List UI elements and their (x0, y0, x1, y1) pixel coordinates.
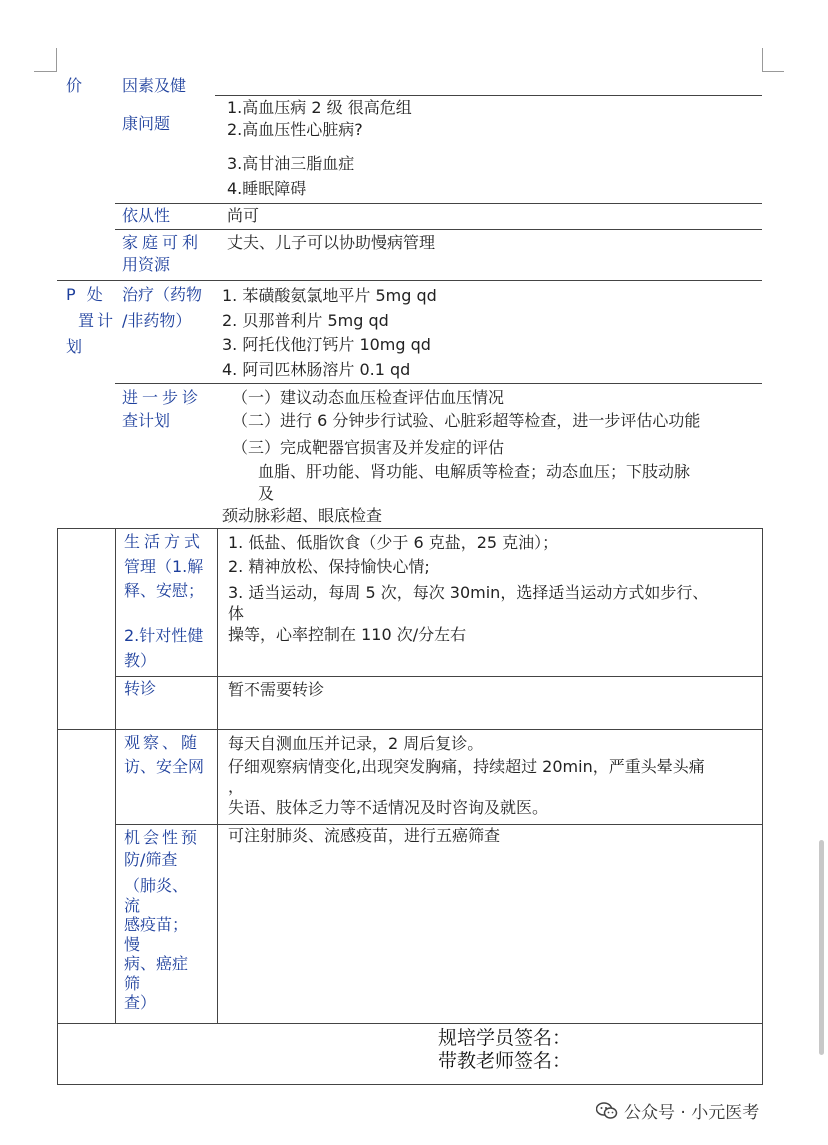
crop-mark (34, 71, 56, 72)
prevention-label: 慢 (124, 935, 141, 954)
treatment-label: 治疗（药物 (122, 285, 203, 304)
followup-item: 仔细观察病情变化,出现突发胸痛，持续超过 20min，严重头晕头痛 (228, 757, 705, 776)
table-line (57, 528, 58, 1085)
crop-mark (762, 48, 763, 72)
family-resources-label: 用资源 (122, 255, 171, 274)
table-line (57, 729, 762, 730)
further-exam-item: （三）完成靶器官损害及并发症的评估 (232, 438, 505, 457)
prevention-label: 流 (124, 896, 141, 915)
health-problem-item: 1.高血压病 2 级 很高危组 (227, 98, 412, 117)
compliance-value: 尚可 (227, 206, 260, 225)
health-problem-item: 3.高甘油三脂血症 (227, 154, 355, 173)
wechat-icon (596, 1102, 618, 1120)
crop-mark (762, 71, 784, 72)
followup-item: 失语、肢体乏力等不适情况及时咨询及就医。 (228, 798, 549, 817)
table-line (115, 676, 762, 677)
compliance-label: 依从性 (122, 206, 171, 225)
prevention-label: （肺炎、 (124, 876, 189, 895)
table-line (215, 95, 762, 96)
lifestyle-item: 2. 精神放松、保持愉快心情; (228, 557, 430, 576)
prevention-label: 查） (124, 993, 157, 1012)
followup-label: 访、安全网 (124, 757, 205, 776)
prevention-label: 筛 (124, 974, 141, 993)
referral-value: 暂不需要转诊 (228, 680, 325, 699)
table-line (217, 528, 218, 1023)
lifestyle-item: 操等，心率控制在 110 次/分左右 (228, 625, 467, 644)
table-line (115, 383, 762, 384)
lifestyle-label: 2.针对性健 (124, 626, 204, 645)
further-exam-detail: 颈动脉彩超、眼底检查 (222, 506, 383, 525)
crop-mark (56, 48, 57, 72)
prevention-label: 防/筛查 (124, 850, 178, 869)
health-problem-item: 4.睡眠障碍 (227, 179, 307, 198)
table-line (57, 1084, 762, 1085)
section-p-col1: 划 (66, 337, 83, 356)
treatment-label: /非药物） (122, 311, 192, 330)
table-line (115, 203, 762, 204)
table-line (57, 528, 762, 529)
followup-item: ， (228, 777, 245, 796)
followup-label: 观察、随 (124, 733, 201, 752)
family-resources-label: 家庭可利 (122, 233, 203, 252)
section-p-col1: P 处 (66, 285, 106, 304)
section-a-col1: 价 (66, 76, 83, 95)
lifestyle-label: 管理（1.解 (124, 557, 204, 576)
further-exam-detail: 及 (258, 484, 275, 503)
lifestyle-item: 1. 低盐、低脂饮食（少于 6 克盐，25 克油）； (228, 533, 559, 552)
prevention-label: 病、癌症 (124, 954, 189, 973)
further-exam-item: （一）建议动态血压检查评估血压情况 (232, 388, 505, 407)
prevention-label: 机会性预 (124, 828, 201, 847)
health-problem-item: 2.高血压性心脏病? (227, 120, 363, 139)
table-line (57, 1023, 762, 1024)
referral-label: 转诊 (124, 679, 157, 698)
table-line (115, 528, 116, 1023)
table-line (57, 280, 762, 281)
health-problems-label: 康问题 (122, 114, 171, 133)
teacher-signature: 带教老师签名： (438, 1050, 572, 1072)
lifestyle-label: 生活方式 (124, 532, 205, 551)
scrollbar[interactable] (819, 840, 824, 1055)
further-exam-label: 进一步诊 (122, 388, 203, 407)
health-problems-label: 因素及健 (122, 76, 187, 95)
further-exam-detail: 血脂、肝功能、肾功能、电解质等检查；动态血压；下肢动脉 (258, 462, 691, 481)
watermark (596, 1098, 759, 1123)
medication-item: 2. 贝那普利片 5mg qd (222, 311, 389, 330)
medication-item: 4. 阿司匹林肠溶片 0.1 qd (222, 360, 411, 379)
lifestyle-item: 3. 适当运动，每周 5 次，每次 30min，选择适当运动方式如步行、 (228, 583, 709, 602)
prevention-value: 可注射肺炎、流感疫苗，进行五癌筛查 (228, 826, 501, 845)
medication-item: 1. 苯磺酸氨氯地平片 5mg qd (222, 286, 437, 305)
section-p-col1: 置计 (78, 311, 117, 330)
further-exam-label: 查计划 (122, 411, 171, 430)
watermark-text: 公众号 · 小元医考 (624, 1103, 760, 1123)
table-line (115, 229, 762, 230)
family-resources-value: 丈夫、儿子可以协助慢病管理 (227, 233, 436, 252)
followup-item: 每天自测血压并记录，2 周后复诊。 (228, 734, 484, 753)
prevention-label: 感疫苗； (124, 915, 189, 934)
further-exam-item: （二）进行 6 分钟步行试验、心脏彩超等检查，进一步评估心功能 (232, 411, 701, 430)
table-line (762, 528, 763, 1085)
lifestyle-label: 释、安慰； (124, 581, 205, 600)
medication-item: 3. 阿托伐他汀钙片 10mg qd (222, 335, 431, 354)
lifestyle-item: 体 (228, 604, 245, 623)
lifestyle-label: 教） (124, 651, 157, 670)
student-signature: 规培学员签名： (438, 1027, 572, 1049)
